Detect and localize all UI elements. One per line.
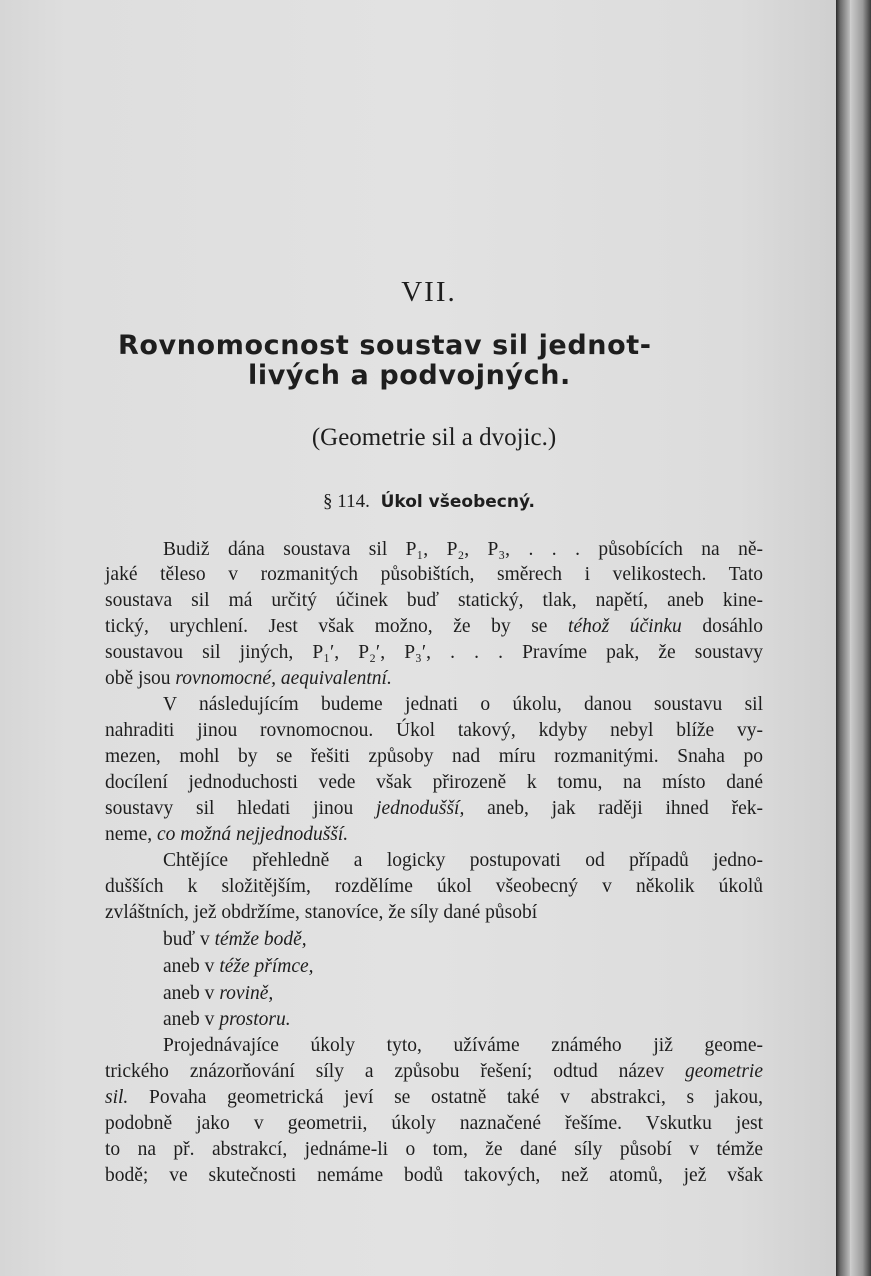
text-line: jaké těleso v rozmanitých působištích, směrech i velikostech. Tato (105, 564, 763, 585)
list-item: aneb v rovině, (163, 983, 274, 1004)
book-spine-shadow (836, 0, 850, 1276)
text-line: sil. Povaha geometrická jeví se ostatně také v abstrakci, s jakou, (105, 1087, 763, 1108)
section-title: Úkol všeobecný. (380, 492, 535, 512)
chapter-subtitle: (Geometrie sil a dvojic.) (311, 424, 557, 451)
text-line: dušších k složitějším, rozdělíme úkol všeobecný v několik úkolů (105, 876, 763, 897)
text-line: soustava sil má určitý účinek buď statický, tlak, napětí, aneb kine- (105, 590, 763, 611)
text-line: neme, co možná nejjednodušší. (105, 824, 349, 845)
text-line: bodě; ve skutečnosti nemáme bodů takových, než atomů, jež však (105, 1165, 763, 1186)
text-line: Chtějíce přehledně a logicky postupovati od případů jedno- (163, 850, 763, 871)
chapter-number: VII. (401, 276, 457, 308)
next-page-edge (850, 0, 871, 1276)
text-line: podobně jako v geometrii, úkoly naznačené řešíme. Vskutku jest (105, 1113, 763, 1134)
text-line: zvláštních, jež obdržíme, stanovíce, že síly dané působí (105, 902, 538, 923)
text-line: nahraditi jinou rovnomocnou. Úkol takový, kdyby nebyl blíže vy- (105, 720, 763, 741)
text-line: soustavou sil jiných, P₁′, P₂′, P₃′, . . . Pravíme pak, že soustavy (105, 642, 763, 663)
text-line: Projednávajíce úkoly tyto, užíváme známého již geome- (163, 1035, 763, 1056)
text-line: Budiž dána soustava sil P₁, P₂, P₃, . . . působících na ně- (163, 539, 763, 560)
list-item: buď v témže bodě, (163, 929, 307, 950)
text-line: V následujícím budeme jednati o úkolu, danou soustavu sil (163, 694, 763, 715)
list-item: aneb v prostoru. (163, 1009, 291, 1030)
list-item: aneb v téže přímce, (163, 956, 314, 977)
text-line: obě jsou rovnomocné, aequivalentní. (105, 668, 392, 689)
text-line: soustavy sil hledati jinou jednodušší, aneb, jak raději ihned řek- (105, 798, 763, 819)
text-line: trického znázorňování síly a způsobu řešení; odtud název geometrie (105, 1061, 763, 1082)
chapter-title-line-2: livých a podvojných. (248, 360, 571, 391)
chapter-title-line-1: Rovnomocnost soustav sil jednot- (118, 330, 652, 361)
text-line: docílení jednoduchosti vede však přirozeně k tomu, na místo dané (105, 772, 763, 793)
text-line: to na př. abstrakcí, jednáme-li o tom, že dané síly působí v témže (105, 1139, 763, 1160)
section-heading (0, 491, 858, 513)
text-line: mezen, mohl by se řešiti způsoby nad míru rozmanitými. Snaha po (105, 746, 763, 767)
text-line: tický, urychlení. Jest však možno, že by se téhož účinku dosáhlo (105, 616, 764, 637)
section-number: § 114. (323, 491, 370, 512)
